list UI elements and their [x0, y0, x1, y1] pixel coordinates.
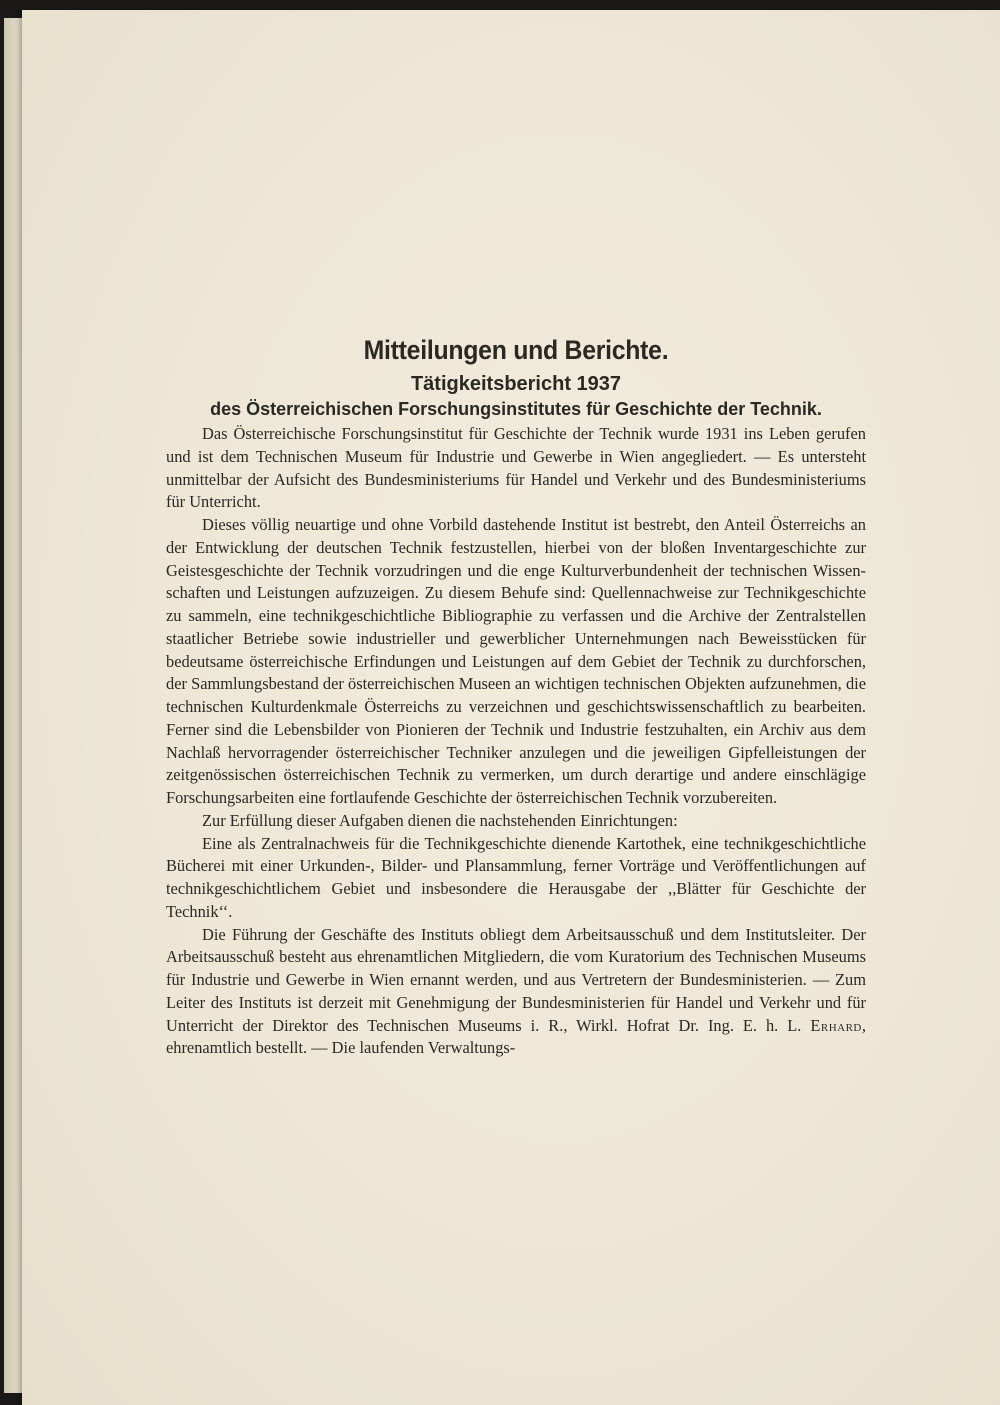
person-name: Erhard [810, 1015, 862, 1035]
paragraph-4: Eine als Zentralnachweis für die Technikgeschichte dienende Kartothek, eine technikgeschichtliche Bücherei mit einer Urkunden-, Bilder- und Plansammlung, ferner Vorträge und Veröffentlichungen auf technikgeschichtlichem Gebiet und insbesondere die Herausgabe der ,,Blätter für Geschichte der Technik‘‘. [166, 833, 866, 921]
report-subtitle: des Österreichischen Forschungsinstitutes für Geschichte der Technik. [210, 399, 822, 419]
paragraph-1: Das Österreichische Forschungsinstitut für Geschichte der Technik wurde 1931 ins Leben gerufen und ist dem Technischen Museum für Industrie und Gewerbe in Wien angegliedert. — Es untersteht unmittelbar der Aufsicht des Bundesministeriums für Handel und Verkehr und des Bundesministeriums für Unterricht. [166, 424, 866, 512]
paragraph-5-tail: , ehrenamtlich bestellt. — Die laufenden Verwaltungs- [166, 1015, 866, 1058]
paragraph-5 [166, 924, 866, 1061]
page-title: Mitteilungen und Berichte. [363, 335, 669, 365]
paragraph-2: Dieses völlig neuartige und ohne Vorbild dastehende Institut ist bestrebt, den Anteil Österreichs an der Entwicklung der deutschen Technik festzustellen, hierbei von der bloßen Inventargeschichte zur Geistesgeschichte der Technik vorzudringen und die enge Kulturverbundenheit der technischen Wissenschaften und Leistungen aufzuzeigen. Zu diesem Behufe sind: Quellennachweise zur Technikgeschichte zu sammeln, eine technikgeschichtliche Bibliographie zu verfassen und die Archive der Zentralstellen staatlicher Betriebe sowie industrieller und gewerblicher Unternehmungen nach Beweisstücken für bedeutsame österreichische Erfindungen und Leistungen auf dem Gebiet der Technik zu durchforschen, der Sammlungsbestand der österreichischen Museen an wichtigen technischen Objekten aufzunehmen, die technischen Kulturdenkmale Österreichs zu verzeichnen und geschichtswissenschaftlich zu bearbeiten. Ferner sind die Lebensbilder von Pionieren der Technik und Industrie festzuhalten, ein Archiv aus dem Nachlaß hervorragender österreichischer Techniker anzulegen und die jeweiligen Gipfelleistungen der zeitgenössischen österreichischen Technik zu vermerken, um durch derartige und andere einschlägige Forschungsarbeiten eine fortlaufende Geschichte der österreichischen Technik vorzubereiten. [166, 515, 866, 807]
paragraph-5-text: Die Führung der Geschäfte des Instituts obliegt dem Arbeitsausschuß und dem Institutsleiter. Der Arbeitsausschuß besteht aus ehrenamtlichen Mitgliedern, die vom Kuratorium des Technischen Museums für Industrie und Gewerbe in Wien ernannt werden, und aus Vertretern der Bundesministerien. — Zum Leiter des Instituts ist derzeit mit Genehmigung der Bundesministerien für Handel und Verkehr und für Unterricht der Direktor des Technischen Museums i. R., Wirkl. Hofrat Dr. Ing. E. h. L. [166, 924, 866, 1035]
paragraph-3: Zur Erfüllung dieser Aufgaben dienen die nachstehenden Einrichtungen: [202, 810, 678, 830]
text-block [166, 333, 866, 1060]
report-title: Tätigkeitsbericht 1937 [410, 373, 622, 395]
